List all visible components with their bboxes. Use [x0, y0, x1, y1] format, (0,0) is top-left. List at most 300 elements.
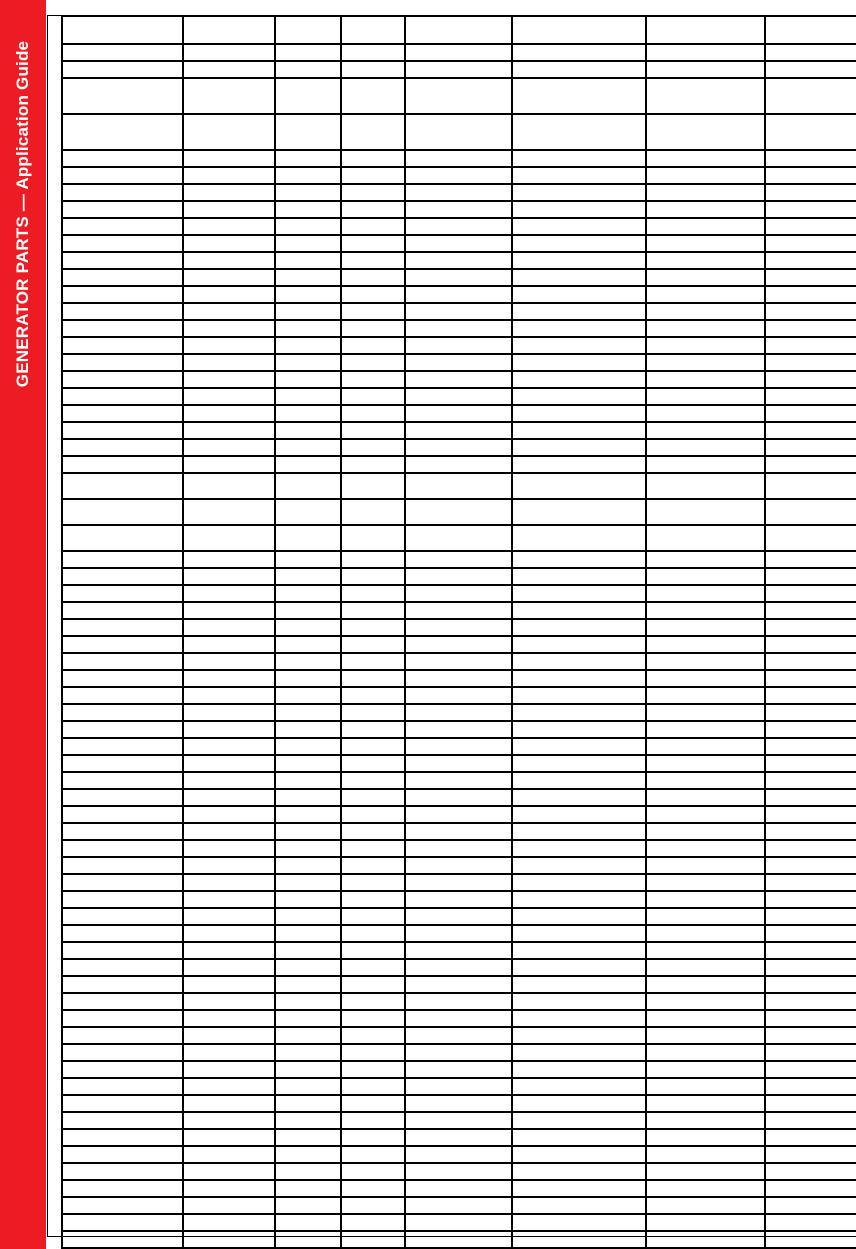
table-cell [405, 687, 512, 704]
table-cell [341, 857, 405, 874]
table-cell [62, 653, 183, 670]
table-cell [275, 499, 341, 525]
table-cell [341, 959, 405, 976]
table-cell [341, 269, 405, 286]
table-cell [62, 1146, 183, 1163]
table-row [62, 789, 856, 806]
table-cell [62, 942, 183, 959]
table-cell [646, 891, 765, 908]
table-cell [405, 320, 512, 337]
table-cell [341, 755, 405, 772]
table-cell [275, 439, 341, 456]
table-cell [512, 269, 646, 286]
table-cell [405, 252, 512, 269]
table-cell [512, 473, 646, 499]
table-cell [341, 1010, 405, 1027]
table-cell [646, 755, 765, 772]
table-cell [765, 1129, 856, 1146]
table-cell [765, 16, 856, 44]
table-cell [183, 772, 275, 789]
table-cell [405, 1146, 512, 1163]
table-cell [646, 235, 765, 252]
table-cell [512, 721, 646, 738]
table-cell [62, 772, 183, 789]
table-cell [646, 388, 765, 405]
table-cell [62, 636, 183, 653]
table-cell [512, 286, 646, 303]
table-cell [183, 721, 275, 738]
table-row [62, 959, 856, 976]
table-cell [341, 525, 405, 551]
table-cell [62, 721, 183, 738]
table-cell [646, 959, 765, 976]
table-cell [765, 891, 856, 908]
table-cell [646, 525, 765, 551]
table-cell [62, 551, 183, 568]
table-cell [183, 1197, 275, 1214]
table-cell [405, 1095, 512, 1112]
table-cell [765, 252, 856, 269]
table-cell [183, 16, 275, 44]
table-cell [512, 337, 646, 354]
table-cell [405, 891, 512, 908]
table-cell [183, 388, 275, 405]
table-cell [646, 1027, 765, 1044]
table-cell [183, 1027, 275, 1044]
table-cell [275, 1010, 341, 1027]
table-cell [765, 235, 856, 252]
table-cell [405, 551, 512, 568]
table-cell [183, 61, 275, 78]
table-cell [765, 1044, 856, 1061]
table-cell [405, 167, 512, 184]
table-cell [275, 44, 341, 61]
table-row [62, 653, 856, 670]
table-cell [765, 388, 856, 405]
table-row [62, 976, 856, 993]
table-cell [646, 1112, 765, 1129]
table-cell [405, 150, 512, 167]
table-cell [405, 525, 512, 551]
table-cell [646, 602, 765, 619]
table-cell [341, 823, 405, 840]
table-cell [341, 636, 405, 653]
table-cell [646, 874, 765, 891]
table-cell [405, 371, 512, 388]
table-cell [62, 150, 183, 167]
table-cell [646, 704, 765, 721]
table-cell [765, 959, 856, 976]
table-cell [405, 473, 512, 499]
table-cell [405, 61, 512, 78]
table-cell [62, 456, 183, 473]
table-cell [646, 167, 765, 184]
table-cell [765, 1146, 856, 1163]
table-cell [183, 405, 275, 422]
table-row [62, 371, 856, 388]
table-row [62, 704, 856, 721]
table-cell [275, 16, 341, 44]
table-cell [341, 184, 405, 201]
table-cell [512, 252, 646, 269]
table-cell [765, 755, 856, 772]
table-cell [62, 1231, 183, 1248]
table-cell [62, 61, 183, 78]
table-cell [183, 235, 275, 252]
table-cell [341, 942, 405, 959]
table-cell [341, 78, 405, 114]
table-cell [62, 16, 183, 44]
table-cell [341, 320, 405, 337]
table-cell [183, 269, 275, 286]
table-cell [765, 1163, 856, 1180]
table-cell [183, 585, 275, 602]
table-cell [341, 456, 405, 473]
table-cell [275, 993, 341, 1010]
table-cell [183, 704, 275, 721]
table-row [62, 218, 856, 235]
table-cell [646, 303, 765, 320]
table-cell [183, 874, 275, 891]
table-cell [275, 806, 341, 823]
table-cell [341, 286, 405, 303]
table-cell [765, 218, 856, 235]
table-cell [405, 755, 512, 772]
table-cell [183, 1078, 275, 1095]
table-cell [646, 551, 765, 568]
table-cell [183, 602, 275, 619]
table-cell [341, 16, 405, 44]
table-cell [405, 789, 512, 806]
table-cell [646, 585, 765, 602]
table-cell [183, 252, 275, 269]
table-cell [341, 704, 405, 721]
table-row [62, 388, 856, 405]
table-cell [275, 908, 341, 925]
table-cell [341, 1231, 405, 1248]
table-cell [341, 235, 405, 252]
table-cell [341, 1095, 405, 1112]
table-cell [405, 959, 512, 976]
table-cell [646, 499, 765, 525]
table-cell [341, 337, 405, 354]
table-cell [765, 1197, 856, 1214]
table-cell [405, 201, 512, 218]
table-cell [183, 1146, 275, 1163]
table-cell [765, 269, 856, 286]
table-cell [62, 1027, 183, 1044]
table-cell [405, 1163, 512, 1180]
table-cell [275, 551, 341, 568]
table-cell [275, 1180, 341, 1197]
table-cell [62, 823, 183, 840]
table-cell [341, 619, 405, 636]
table-cell [62, 1078, 183, 1095]
table-cell [62, 252, 183, 269]
table-cell [405, 422, 512, 439]
table-cell [62, 857, 183, 874]
table-row [62, 286, 856, 303]
table-cell [341, 602, 405, 619]
table-cell [405, 1129, 512, 1146]
table-cell [183, 551, 275, 568]
table-cell [512, 499, 646, 525]
table-cell [512, 755, 646, 772]
table-cell [646, 806, 765, 823]
table-cell [646, 405, 765, 422]
table-cell [405, 269, 512, 286]
table-cell [405, 235, 512, 252]
table-cell [765, 303, 856, 320]
table-row [62, 61, 856, 78]
table-cell [512, 235, 646, 252]
table-cell [405, 738, 512, 755]
table-cell [405, 114, 512, 150]
table-cell [275, 1214, 341, 1231]
table-cell [341, 670, 405, 687]
table-cell [765, 320, 856, 337]
table-cell [183, 568, 275, 585]
table-cell [646, 78, 765, 114]
table-cell [275, 619, 341, 636]
table-cell [405, 1231, 512, 1248]
table-cell [183, 1180, 275, 1197]
table-cell [765, 337, 856, 354]
table-cell [512, 405, 646, 422]
table-row [62, 687, 856, 704]
table-cell [275, 405, 341, 422]
table-cell [62, 473, 183, 499]
table-cell [62, 585, 183, 602]
table-cell [512, 1044, 646, 1061]
table-cell [341, 772, 405, 789]
table-row [62, 167, 856, 184]
table-cell [62, 840, 183, 857]
table-row [62, 619, 856, 636]
table-cell [512, 303, 646, 320]
table-cell [512, 585, 646, 602]
table-cell [62, 201, 183, 218]
table-cell [341, 789, 405, 806]
table-cell [341, 422, 405, 439]
table-cell [62, 687, 183, 704]
table-cell [62, 1061, 183, 1078]
table-cell [512, 61, 646, 78]
table-cell [183, 201, 275, 218]
table-cell [275, 1027, 341, 1044]
table-row [62, 1214, 856, 1231]
table-cell [405, 1010, 512, 1027]
table-cell [765, 1078, 856, 1095]
table-cell [765, 499, 856, 525]
table-cell [646, 789, 765, 806]
table-cell [512, 840, 646, 857]
table-cell [341, 473, 405, 499]
table-cell [275, 653, 341, 670]
table-row [62, 78, 856, 114]
table-cell [405, 670, 512, 687]
table-cell [646, 1231, 765, 1248]
table-cell [512, 1129, 646, 1146]
table-cell [62, 1163, 183, 1180]
table-cell [183, 976, 275, 993]
table-cell [62, 269, 183, 286]
table-row [62, 993, 856, 1010]
table-row [62, 1146, 856, 1163]
table-cell [512, 908, 646, 925]
table-cell [183, 1214, 275, 1231]
table-cell [765, 1214, 856, 1231]
table-cell [275, 1231, 341, 1248]
table-cell [646, 320, 765, 337]
table-row [62, 874, 856, 891]
table-cell [275, 422, 341, 439]
table-cell [512, 806, 646, 823]
table-row [62, 738, 856, 755]
table-cell [62, 1197, 183, 1214]
table-cell [275, 840, 341, 857]
table-cell [183, 167, 275, 184]
table-cell [183, 636, 275, 653]
table-cell [183, 1010, 275, 1027]
table-cell [512, 1214, 646, 1231]
table-row [62, 755, 856, 772]
table-cell [275, 755, 341, 772]
table-cell [183, 44, 275, 61]
table-cell [646, 354, 765, 371]
side-tab [0, 0, 46, 1249]
table-cell [512, 1180, 646, 1197]
table-cell [183, 150, 275, 167]
table-cell [405, 1027, 512, 1044]
table-cell [765, 908, 856, 925]
table-cell [512, 653, 646, 670]
table-cell [646, 823, 765, 840]
table-cell [765, 925, 856, 942]
table-cell [512, 789, 646, 806]
table-cell [512, 78, 646, 114]
table-cell [765, 993, 856, 1010]
table-cell [62, 789, 183, 806]
table-cell [646, 738, 765, 755]
table-cell [183, 525, 275, 551]
table-cell [646, 252, 765, 269]
table-row [62, 114, 856, 150]
table-row [62, 1129, 856, 1146]
table-cell [646, 201, 765, 218]
table-cell [765, 422, 856, 439]
table-cell [765, 568, 856, 585]
table-cell [512, 636, 646, 653]
table-cell [765, 1095, 856, 1112]
table-row [62, 235, 856, 252]
table-cell [341, 150, 405, 167]
table-cell [512, 772, 646, 789]
table-cell [341, 1112, 405, 1129]
table-cell [341, 44, 405, 61]
table-cell [62, 235, 183, 252]
table-cell [646, 1078, 765, 1095]
table-cell [646, 456, 765, 473]
table-cell [62, 1129, 183, 1146]
table-row [62, 252, 856, 269]
table-cell [275, 201, 341, 218]
table-row [62, 201, 856, 218]
table-cell [646, 218, 765, 235]
table-cell [405, 772, 512, 789]
table-cell [646, 114, 765, 150]
table-cell [275, 1129, 341, 1146]
table-cell [765, 840, 856, 857]
table-cell [405, 218, 512, 235]
table-cell [512, 1061, 646, 1078]
table-cell [646, 772, 765, 789]
table-cell [62, 371, 183, 388]
table-cell [183, 1231, 275, 1248]
table-cell [765, 1112, 856, 1129]
table-cell [62, 891, 183, 908]
table-cell [341, 993, 405, 1010]
table-cell [765, 405, 856, 422]
table-cell [62, 1112, 183, 1129]
table-row [62, 1027, 856, 1044]
table-cell [512, 388, 646, 405]
table-cell [183, 1112, 275, 1129]
table-cell [405, 1044, 512, 1061]
table-cell [512, 1163, 646, 1180]
table-row [62, 439, 856, 456]
table-row [62, 456, 856, 473]
table-cell [405, 1078, 512, 1095]
table-row [62, 1044, 856, 1061]
table-cell [765, 525, 856, 551]
table-cell [405, 1061, 512, 1078]
table-cell [62, 320, 183, 337]
table-cell [646, 16, 765, 44]
table-cell [405, 405, 512, 422]
table-cell [341, 721, 405, 738]
table-cell [405, 354, 512, 371]
table-cell [512, 1197, 646, 1214]
table-cell [405, 337, 512, 354]
table-cell [646, 44, 765, 61]
table-cell [646, 473, 765, 499]
table-cell [341, 1129, 405, 1146]
table-cell [275, 456, 341, 473]
table-cell [405, 602, 512, 619]
table-cell [341, 1163, 405, 1180]
table-cell [405, 993, 512, 1010]
table-row [62, 925, 856, 942]
table-cell [646, 184, 765, 201]
table-cell [62, 218, 183, 235]
table-cell [341, 585, 405, 602]
table-cell [341, 925, 405, 942]
table-cell [275, 235, 341, 252]
table-cell [646, 653, 765, 670]
table-cell [765, 78, 856, 114]
table-cell [275, 636, 341, 653]
table-row [62, 823, 856, 840]
table-cell [183, 499, 275, 525]
table-cell [765, 551, 856, 568]
table-cell [341, 1146, 405, 1163]
table-cell [341, 738, 405, 755]
table-cell [62, 499, 183, 525]
table-cell [646, 337, 765, 354]
table-cell [765, 1010, 856, 1027]
table-cell [405, 704, 512, 721]
